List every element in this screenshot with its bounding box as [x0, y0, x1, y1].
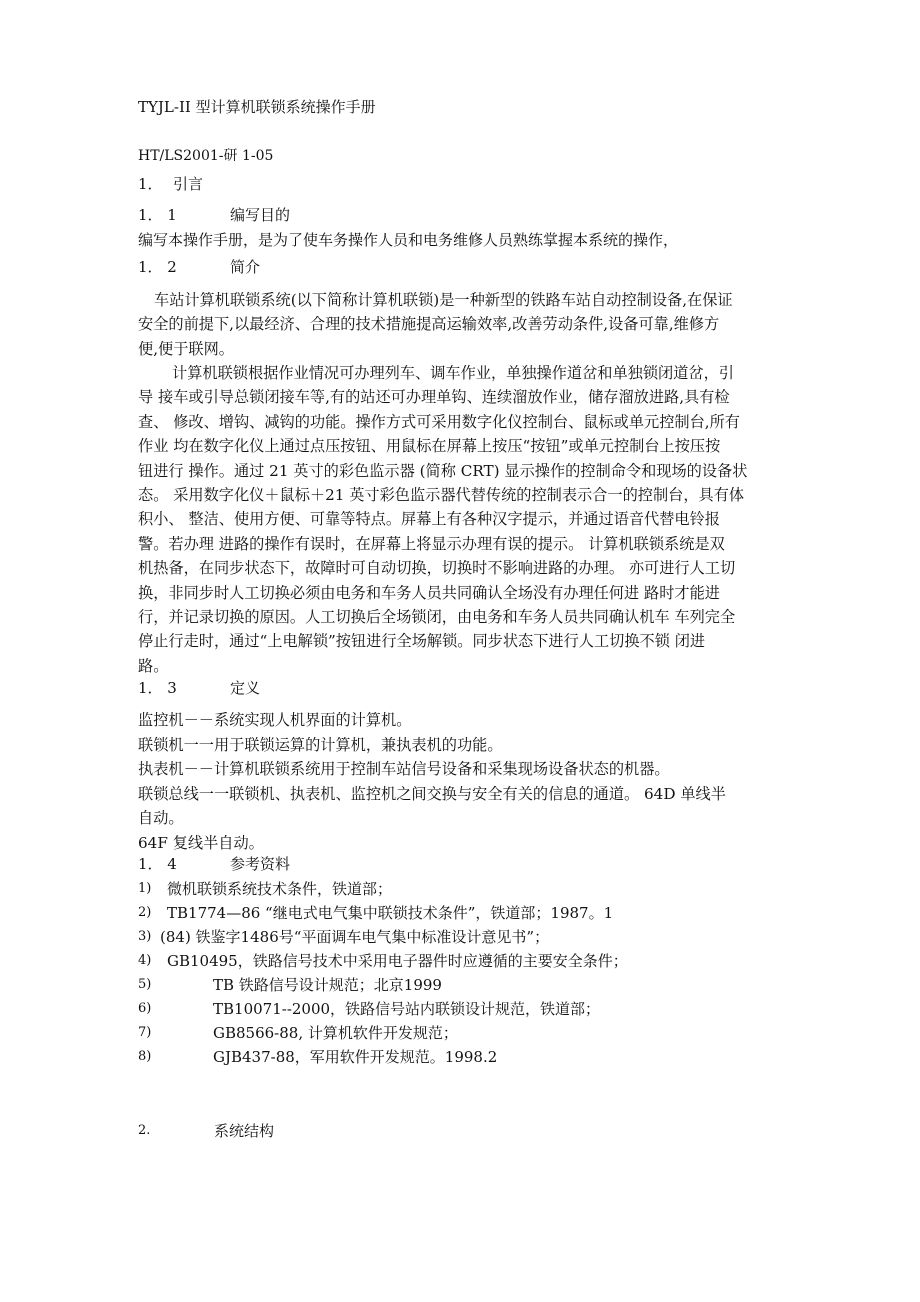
definition-item: 联锁总线一一联锁机、执表机、监控机之间交换与安全有关的信息的通道。 64D 单线半	[138, 784, 726, 803]
section-number: 1． 4	[138, 855, 177, 873]
document-title: TYJL-II 型计算机联锁系统操作手册	[138, 98, 376, 116]
section-1-1-heading	[138, 206, 438, 224]
reference-text: TB10071--2000，铁路信号站内联锁设计规范，铁道部；	[213, 1000, 601, 1018]
reference-number: 1)	[138, 881, 152, 896]
definition-item: 执表机－－计算机联锁系统用于控制车站信号设备和采集现场设备状态的机器。	[138, 760, 670, 778]
definition-item: 监控机－－系统实现人机界面的计算机。	[138, 711, 412, 729]
paragraph-line: 机热备，在同步状态下，故障时可自动切换，切换时不影响进路的办理。 亦可进行人工切	[138, 559, 736, 578]
document-code: HT/LS2001-研 1-05	[138, 148, 274, 164]
section-number: 1． 3	[138, 679, 177, 697]
reference-item	[138, 952, 778, 970]
definition-item: 自动。	[138, 809, 184, 827]
section-title: 编写目的	[230, 206, 291, 224]
section-1-heading	[138, 175, 338, 193]
paragraph-line: 计算机联锁根据作业情况可办理列车、调车作业，单独操作道岔和单独锁闭道岔，引	[172, 364, 734, 382]
purpose-text: 编写本操作手册，是为了使车务操作人员和电务维修人员熟练掌握本系统的操作，	[138, 231, 679, 249]
reference-number: 6)	[138, 1001, 152, 1016]
definition-item: 联锁机一一用于联锁运算的计算机，兼执表机的功能。	[138, 735, 503, 754]
reference-text: GJB437-88，军用软件开发规范。1998.2	[213, 1048, 498, 1066]
reference-item	[138, 1000, 778, 1018]
reference-number: 5)	[138, 977, 152, 992]
paragraph-line: 便,便于联网。	[138, 339, 234, 358]
reference-number: 8)	[138, 1049, 152, 1064]
definition-item: 64F 复线半自动。	[138, 833, 264, 852]
paragraph-line: 钮进行 操作。通过 21 英寸的彩色监示器 (简称 CRT) 显示操作的控制命令和现场的设备状	[138, 461, 748, 480]
reference-number: 4)	[138, 953, 152, 968]
section-number: 1．	[138, 175, 163, 193]
reference-text: 微机联锁系统技术条件，铁道部；	[167, 880, 393, 898]
reference-text: TB 铁路信号设计规范；北京1999	[213, 976, 442, 994]
section-number: 1． 2	[138, 258, 177, 276]
intro-paragraph-1	[138, 288, 788, 361]
reference-text: (84) 铁鉴字1486号“平面调车电气集中标准设计意见书”；	[160, 928, 550, 946]
intro-paragraph-2	[138, 361, 788, 678]
paragraph-line: 查、 修改、增钩、减钩的功能。操作方式可采用数字化仪控制台、鼠标或单元控制台,所有	[138, 412, 740, 431]
paragraph-line: 导 接车或引导总锁闭接车等,有的站还可办理单钩、连续溜放作业，储存溜放进路,具有检	[138, 388, 730, 407]
reference-number: 2)	[138, 905, 152, 920]
section-title: 参考资料	[230, 855, 291, 873]
paragraph-line: 作业 均在数字化仪上通过点压按钮、用鼠标在屏幕上按压“按钮”或单元控制台上按压按	[138, 437, 721, 456]
section-title: 定义	[230, 679, 261, 697]
paragraph-line: 警。若办理 进路的操作有误时，在屏幕上将显示办理有误的提示。 计算机联锁系统是双	[138, 534, 725, 553]
paragraph-line: 车站计算机联锁系统(以下简称计算机联锁)是一种新型的铁路车站自动控制设备,在保证	[154, 291, 733, 309]
reference-number: 7)	[138, 1025, 152, 1040]
paragraph-line: 路。	[138, 656, 169, 675]
definitions-list	[138, 708, 788, 855]
section-1-3-heading	[138, 679, 438, 697]
reference-item	[138, 976, 778, 994]
section-title: 引言	[173, 175, 204, 193]
reference-item	[138, 880, 778, 898]
reference-item	[138, 1024, 778, 1042]
reference-text: TB1774—86 “继电式电气集中联锁技术条件”，铁道部；1987。1	[167, 904, 614, 922]
reference-item	[138, 904, 778, 922]
section-number: 2.	[138, 1123, 151, 1138]
reference-text: GB8566-88, 计算机软件开发规范；	[213, 1024, 458, 1042]
section-1-4-heading	[138, 855, 438, 873]
paragraph-line: 态。 采用数字化仪＋鼠标＋21 英寸彩色监示器代替传统的控制表示合一的控制台，具有体	[138, 486, 745, 505]
reference-item	[138, 928, 778, 946]
section-2-heading	[138, 1122, 438, 1140]
paragraph-line: 停止行走时，通过“上电解锁”按钮进行全场解锁。同步状态下进行人工切换不锁 闭进	[138, 632, 706, 651]
section-title: 简介	[230, 258, 261, 276]
section-title: 系统结构	[214, 1122, 275, 1140]
section-1-2-heading	[138, 258, 438, 276]
paragraph-line: 换，非同步时人工切换必须由电务和车务人员共同确认全场没有办理任何进 路时才能进	[138, 583, 720, 602]
paragraph-line: 安全的前提下,以最经济、合理的技术措施提高运输效率,改善劳动条件,设备可靠,维修方	[138, 315, 720, 334]
paragraph-line: 积小、 整洁、使用方便、可靠等特点。屏幕上有各种汉字提示，并通过语音代替电铃报	[138, 510, 720, 529]
reference-number: 3)	[138, 929, 152, 944]
section-number: 1． 1	[138, 206, 177, 224]
paragraph-line: 行，并记录切换的原因。人工切换后全场锁闭，由电务和车务人员共同确认机车 车列完全	[138, 608, 736, 627]
reference-item	[138, 1048, 778, 1066]
reference-text: GB10495，铁路信号技术中采用电子器件时应遵循的主要安全条件；	[167, 952, 628, 970]
